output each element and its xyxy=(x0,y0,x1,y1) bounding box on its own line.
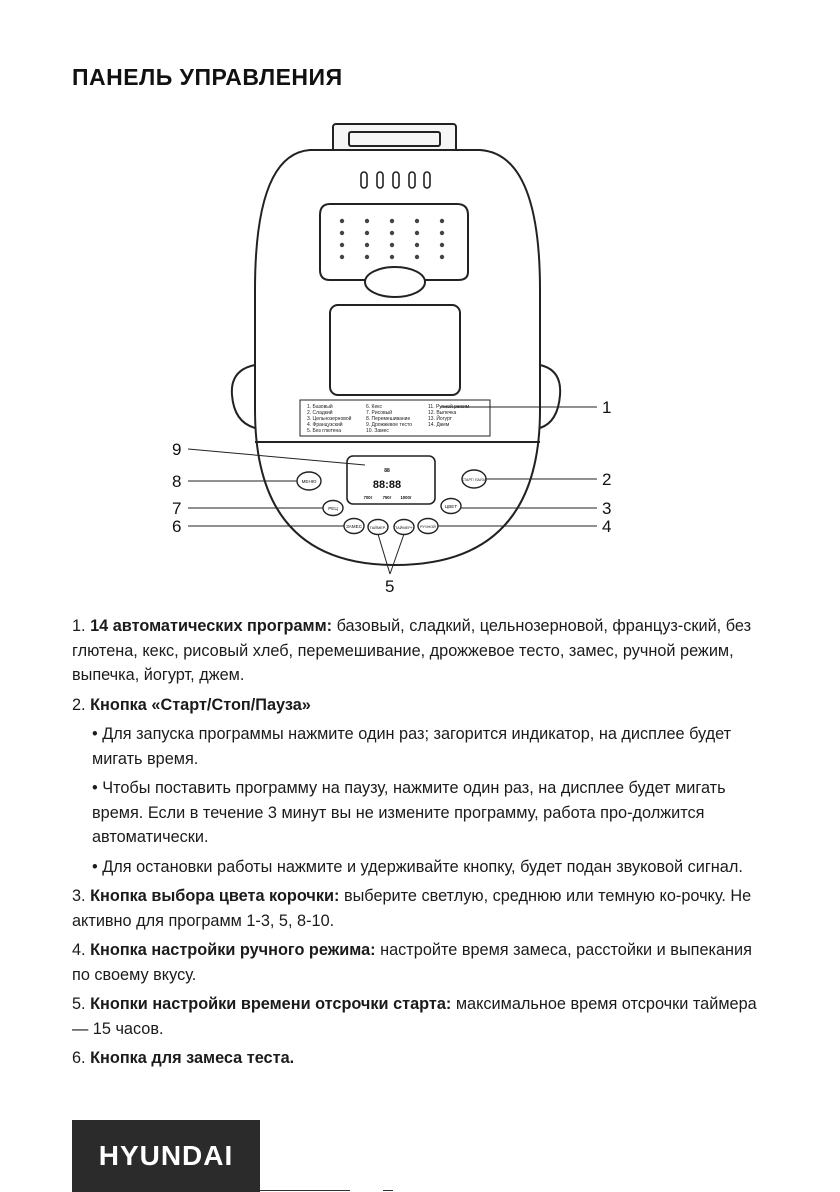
section-2-bullet-2: • Чтобы поставить программу на паузу, нажмите один раз, на дисплее будет мигать время. Если в течение 3 минут вы не измените программу, работа про-должится автоматически. xyxy=(92,779,726,846)
grille-hole xyxy=(365,243,369,247)
callout-3: 3 xyxy=(602,499,612,518)
svg-text:СТАРТ/ ПАУЗА: СТАРТ/ ПАУЗА xyxy=(461,478,487,482)
footer-rule-left xyxy=(260,1190,350,1191)
lcd-weight-indicator: 1000г xyxy=(400,495,412,500)
callout-7: 7 xyxy=(172,499,182,518)
callout-2: 2 xyxy=(602,470,612,489)
grille-hole xyxy=(415,231,419,235)
section-5: 5. Кнопки настройки времени отсрочки старта: максимальное время отсрочки таймера — 15 часов. xyxy=(72,995,757,1038)
callout-9: 9 xyxy=(172,440,182,459)
program-legend-item: 9. Дрожжевое тесто xyxy=(366,422,413,428)
program-legend-item: 5. Без глютена xyxy=(307,428,342,434)
grille-hole xyxy=(365,231,369,235)
start-pause-button[interactable] xyxy=(462,470,488,488)
lid-grip xyxy=(365,267,425,297)
menu-button[interactable] xyxy=(297,472,321,490)
section-2-bullet-1: • Для запуска программы нажмите один раз; загорится индикатор, на дисплее будет мигать время. xyxy=(92,725,732,768)
knead-button[interactable] xyxy=(344,519,364,534)
grille-hole xyxy=(340,255,344,259)
crust-color-button[interactable] xyxy=(441,499,461,514)
grille-hole xyxy=(390,255,394,259)
callout-4: 4 xyxy=(602,517,612,536)
svg-text:РЕЦ: РЕЦ xyxy=(328,506,338,511)
lcd-weights xyxy=(364,495,412,500)
grille-hole xyxy=(340,243,344,247)
program-legend-item: 1. Базовый xyxy=(307,404,333,410)
description-text xyxy=(72,614,772,1076)
timer-up-button[interactable] xyxy=(394,520,414,535)
grille-hole xyxy=(415,219,419,223)
program-legend-item: 12. Выпечка xyxy=(428,410,457,416)
svg-text:ТАЙМЕР+: ТАЙМЕР+ xyxy=(395,526,413,530)
section-2-bullet-3: • Для остановки работы нажмите и удерживайте кнопку, будет подан звуковой сигнал. xyxy=(92,857,743,876)
grille-hole xyxy=(365,219,369,223)
grille-hole xyxy=(415,255,419,259)
grille-hole xyxy=(440,219,444,223)
callout-6: 6 xyxy=(172,517,182,536)
lcd-weight-indicator: 750г xyxy=(382,495,392,500)
callout-1: 1 xyxy=(602,398,612,417)
svg-text:МЕНЮ: МЕНЮ xyxy=(301,479,317,484)
svg-text:ЗАМЕС: ЗАМЕС xyxy=(345,524,363,529)
lcd-weight-indicator: 700г xyxy=(363,495,373,500)
program-legend-item: 3. Цельнозерновой xyxy=(307,416,352,422)
lcd-time: 88:88 xyxy=(372,479,402,491)
footer-rule-right xyxy=(383,1190,393,1191)
program-legend-item: 11. Ручной режим xyxy=(428,404,470,410)
section-6: 6. Кнопка для замеса теста. xyxy=(72,1049,295,1067)
program-legend-item: 14. Джем xyxy=(428,422,450,428)
bread-maker-diagram xyxy=(0,110,840,610)
section-2: 2. Кнопка «Старт/Стоп/Пауза» xyxy=(72,695,311,714)
grille-hole xyxy=(390,243,394,247)
program-legend-item: 10. Замес xyxy=(366,428,389,434)
program-legend-item: 13. Йогурт xyxy=(428,416,452,422)
section-1: 1. 14 автоматических программ: базовый, сладкий, цельнозерновой, француз-ский, без глютена, кекс, рисовый хлеб, перемешивание, дрожжевое тесто, замес, ручной режим, выпечка, йогурт, джем. xyxy=(72,617,752,684)
program-legend-item: 2. Сладкий xyxy=(307,410,333,416)
program-legend-item: 4. Французский xyxy=(307,422,343,428)
svg-text:РУЧНОЙ: РУЧНОЙ xyxy=(420,525,436,529)
grille-hole xyxy=(440,243,444,247)
grille-hole xyxy=(340,231,344,235)
program-legend-item: 7. Рисовый xyxy=(366,410,393,416)
callout-8: 8 xyxy=(172,472,182,491)
grille-hole xyxy=(440,255,444,259)
grille-hole xyxy=(390,219,394,223)
svg-text:ЦВЕТ: ЦВЕТ xyxy=(444,504,458,509)
program-legend-item: 6. Кекс xyxy=(366,404,382,410)
grille-hole xyxy=(365,255,369,259)
recipe-button[interactable] xyxy=(323,501,343,516)
svg-text:ТАЙМЕР-: ТАЙМЕР- xyxy=(369,526,387,530)
grille-hole xyxy=(440,231,444,235)
page-title: ПАНЕЛЬ УПРАВЛЕНИЯ xyxy=(72,64,343,90)
brand-logo: HYUNDAI xyxy=(98,1140,234,1171)
left-side-knob xyxy=(232,365,255,428)
program-legend-item: 8. Перемешивание xyxy=(366,416,411,422)
callout-5: 5 xyxy=(385,577,395,596)
section-3: 3. Кнопка выбора цвета корочки: выберите светлую, среднюю или темную ко-рочку. Не активно для программ 1-3, 5, 8-10. xyxy=(72,887,752,930)
lcd-program: 88 xyxy=(384,468,390,474)
manual-mode-button[interactable] xyxy=(418,519,438,534)
timer-down-button[interactable] xyxy=(368,520,388,535)
brand-footer xyxy=(72,1120,260,1192)
grille-hole xyxy=(340,219,344,223)
right-side-knob xyxy=(540,365,560,428)
section-4: 4. Кнопка настройки ручного режима: настройте время замеса, расстойки и выпекания по своему вкусу. xyxy=(72,941,752,984)
viewing-window xyxy=(330,305,460,395)
grille-hole xyxy=(390,231,394,235)
grille-hole xyxy=(415,243,419,247)
